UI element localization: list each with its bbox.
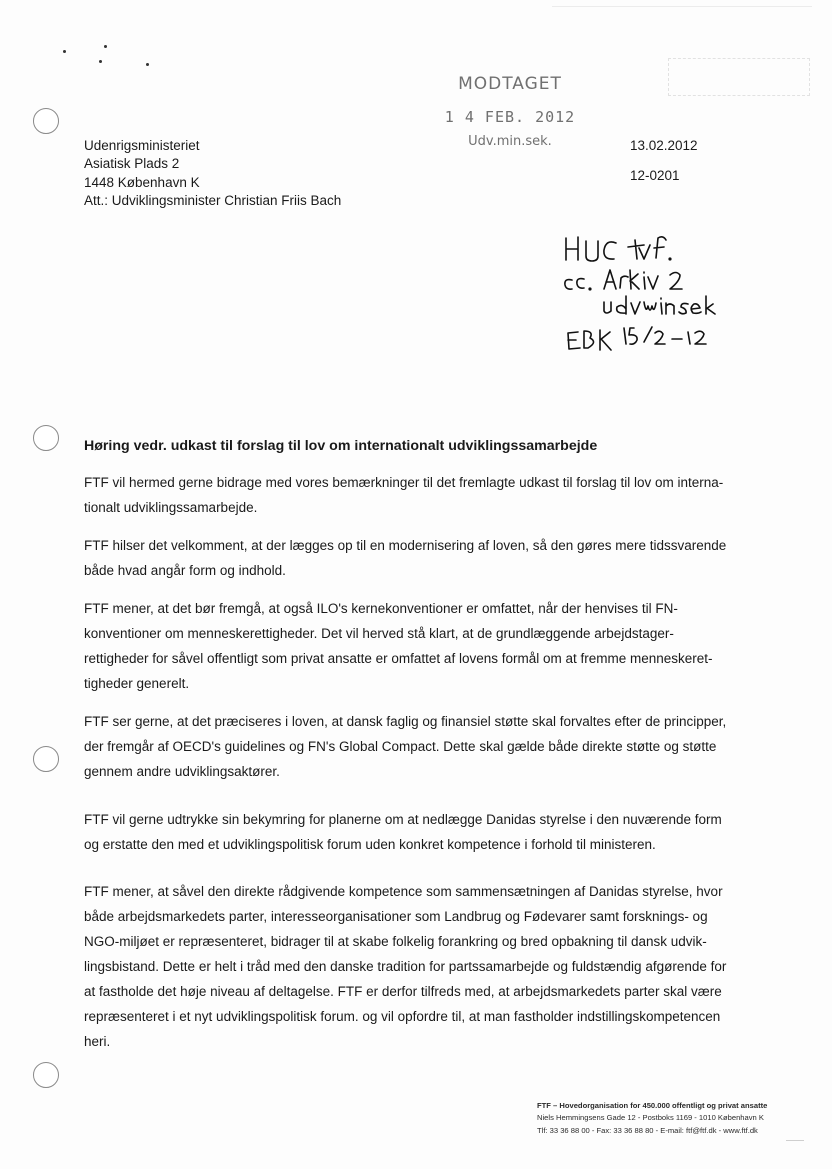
- paragraph-line: repræsenteret i et nyt udviklingspolitisk forum. og vil opfordre til, at man fastholder indstillingskompetencen: [84, 1009, 721, 1024]
- paragraph-line: rettigheder for såvel offentligt som privat ansatte er omfattet af lovens formål om at fremme menneskeret-: [84, 651, 713, 666]
- letter-meta: [630, 137, 698, 185]
- letter-reference: 12-0201: [630, 168, 680, 183]
- recipient-line: Udenrigsministeriet: [84, 138, 200, 153]
- recipient-line: 1448 København K: [84, 174, 200, 190]
- footer-address: Niels Hemmingsens Gade 12 - Postboks 1169 - 1010 København K: [537, 1113, 764, 1123]
- scan-speck: [146, 63, 149, 66]
- footer-contact: Tlf: 33 36 88 00 - Fax: 33 36 88 80 - E-mail: ftf@ftf.dk - www.ftf.dk: [537, 1125, 758, 1135]
- punch-hole: [33, 108, 59, 134]
- stamp-date: 1 4 FEB. 2012: [444, 108, 576, 126]
- paragraph-line: både hvad angår form og indhold.: [84, 563, 286, 578]
- punch-hole: [33, 1062, 59, 1088]
- letter-date: 13.02.2012: [630, 138, 698, 153]
- paragraph: [84, 879, 764, 1054]
- paragraph: [84, 596, 764, 696]
- scan-speck: [63, 50, 66, 53]
- paragraph-line: FTF mener, at det bør fremgå, at også ILO's kernekonventioner er omfattet, når der henvises til FN-: [84, 601, 678, 616]
- letter-body: [84, 470, 764, 1054]
- footer-organisation: FTF – Hovedorganisation for 450.000 offentligt og privat ansatte: [537, 1101, 768, 1110]
- paragraph-line: FTF mener, at såvel den direkte rådgivende kompetence som sammensætningen af Danidas styrelse, hvor: [84, 884, 723, 899]
- paragraph-line: og erstatte den med et udviklingspolitisk forum uden konkret kompetence i forhold til ministeren.: [84, 837, 656, 852]
- recipient-address: [84, 137, 341, 211]
- scan-edge-line: [552, 6, 812, 7]
- recipient-line: Att.: Udviklingsminister Christian Friis Bach: [84, 193, 342, 209]
- paragraph-line: at fastholde det høje niveau af deltagelse. FTF er derfor tilfreds med, at arbejdsmarkedets parter skal være: [84, 984, 722, 999]
- paragraph: [84, 709, 764, 784]
- paragraph-line: både arbejdsmarkedets parter, interesseorganisationer som Landbrug og Fødevarer samt forsknings- og: [84, 909, 708, 924]
- paragraph: [84, 533, 764, 583]
- paragraph-line: konventioner om menneskerettigheder. Det vil herved stå klart, at de grundlæggende arbejdstager-: [84, 626, 674, 641]
- paragraph-line: NGO-miljøet er repræsenteret, bidrager til at skabe folkelig forankring og bred opbakning til dansk udvik-: [84, 934, 707, 949]
- stamp-received-label: MODTAGET: [458, 74, 562, 94]
- scan-corner-mark: [786, 1140, 804, 1141]
- paragraph-line: heri.: [84, 1034, 111, 1049]
- paragraph-line: der fremgår af OECD's guidelines og FN's Global Compact. Dette skal gælde både direkte støtte og støtte: [84, 739, 717, 754]
- paragraph-line: FTF vil hermed gerne bidrage med vores bemærkninger til det fremlagte udkast til forslag til lov om interna-: [84, 475, 724, 490]
- stamp-office: Udv.min.sek.: [468, 134, 552, 149]
- handwritten-note: [560, 232, 780, 362]
- scan-speck: [99, 60, 102, 63]
- faint-stamp-mark: [668, 58, 810, 96]
- letter-footer: [537, 1100, 767, 1137]
- paragraph-line: FTF ser gerne, at det præciseres i loven, at dansk faglig og finansiel støtte skal forvaltes efter de principper,: [84, 714, 727, 729]
- letter-subject: Høring vedr. udkast til forslag til lov om internationalt udviklingssamarbejde: [84, 438, 598, 454]
- paragraph-line: gennem andre udviklingsaktører.: [84, 764, 280, 779]
- punch-hole: [33, 425, 59, 451]
- punch-hole: [33, 746, 59, 772]
- received-stamp: [440, 74, 580, 149]
- scan-speck: [104, 45, 107, 48]
- paragraph-line: lingsbistand. Dette er helt i tråd med den danske tradition for partssamarbejde og fuldstændig afgørende for: [84, 959, 727, 974]
- paragraph-line: FTF vil gerne udtrykke sin bekymring for planerne om at nedlægge Danidas styrelse i den nuværende form: [84, 812, 722, 827]
- paragraph-line: tigheder generelt.: [84, 676, 190, 691]
- paragraph-line: FTF hilser det velkomment, at der lægges op til en modernisering af loven, så den gøres mere tidssvarende: [84, 538, 727, 553]
- recipient-line: Asiatisk Plads 2: [84, 156, 180, 172]
- paragraph-line: tionalt udviklingssamarbejde.: [84, 500, 258, 515]
- paragraph: [84, 470, 764, 520]
- paragraph: [84, 807, 764, 857]
